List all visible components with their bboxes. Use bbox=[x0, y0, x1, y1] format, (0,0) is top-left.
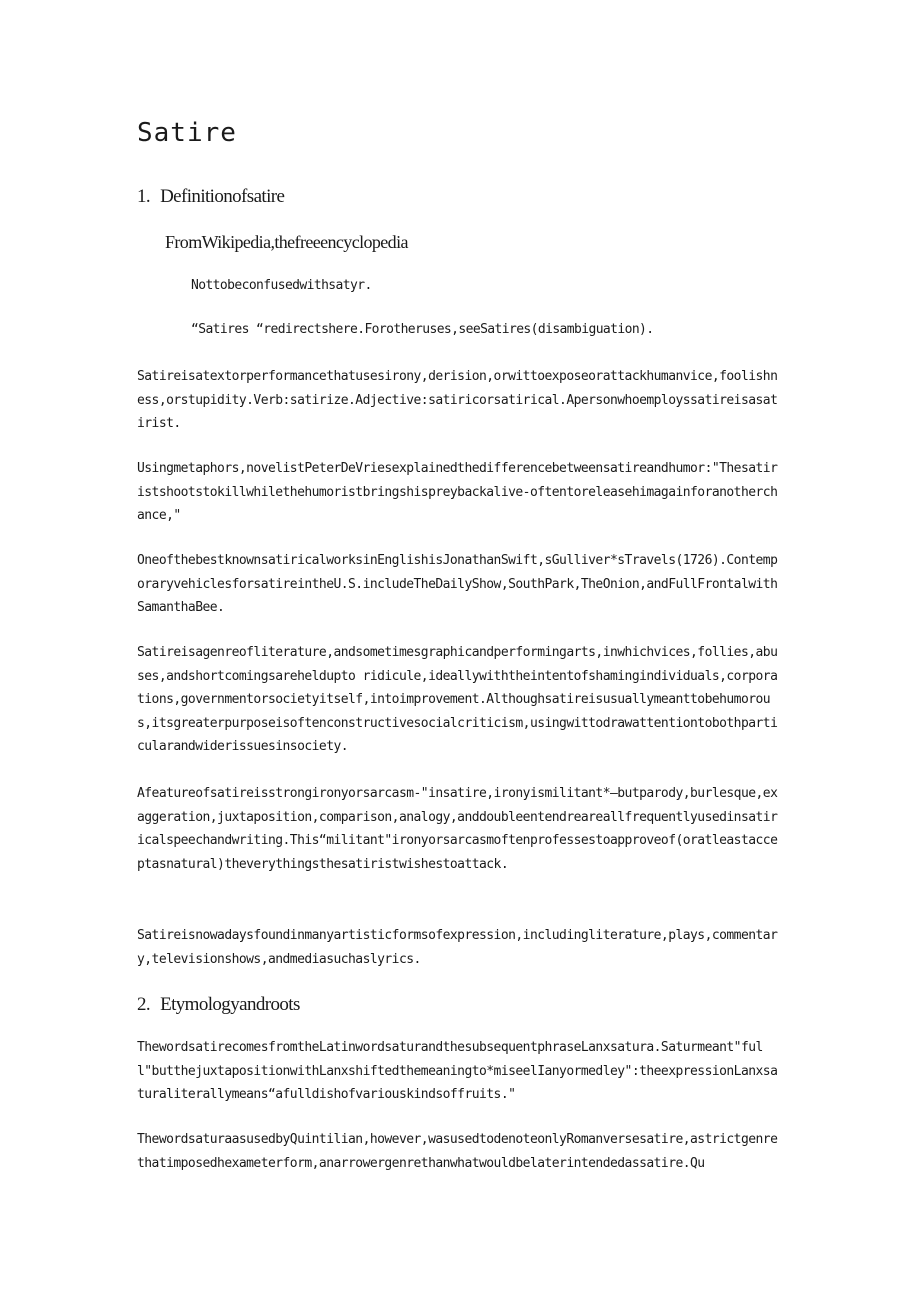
paragraph-best-known: OneofthebestknownsatiricalworksinEnglishisJonathanSwift,sGulliver*sTravels(1726).ContemporaryvehiclesforsatireintheU.S.includeTheDailyShow,SouthPark,TheOnion,andFullFrontalwithSamanthaBee. bbox=[137, 553, 778, 615]
paragraph-metaphors: Usingmetaphors,novelistPeterDeVriesexplainedthedifferencebetweensatireandhumor:"Thesatiristshootstokillwhilethehumoristbringshispreybackalive-oftentoreleasehimagainforanotherchance," bbox=[137, 461, 778, 523]
paragraph-feature: Afeatureofsatireisstrongironyorsarcasm-"insatire,ironyismilitant*—butparody,burlesque,exaggeration,juxtaposition,comparison,analogy,anddoubleentendreareallfrequentlyusedinsatiricalspeechandwriting.This“militant"ironyorsarcasmoftenprofessestoapproveof(oratleastacceptasnatural)theverythingsthesatiristwishestoattack. bbox=[137, 786, 778, 872]
paragraph-definition: Satireisatextorperformancethatusesirony,derision,orwittoexposeorattackhumanvice,foolishness,orstupidity.Verb:satirize.Adjective:satiricorsatirical.Apersonwhoemployssatireisasatirist. bbox=[137, 369, 778, 431]
source-line: FromWikipedia,thefreeencyclopedia bbox=[165, 232, 408, 252]
disambiguation-note: Nottobeconfusedwithsatyr. bbox=[191, 278, 372, 293]
paragraph-genre: Satireisagenreofliterature,andsometimesgraphicandperformingarts,inwhichvices,follies,abuses,andshortcomingsareheldupto ridicule,ideallywiththeintentofshamingindividuals,corporations,governmentorsocietyitself,intoimprovement.Althoughsatireisusuallymeanttobehumorous,itsgreaterpurposeisoftenconstructivesocialcriticism,usingwittodrawattentiontobothparticularandwiderissuesinsociety. bbox=[137, 645, 778, 754]
redirect-note: “Satires “redirectshere.Forotheruses,seeSatires(disambiguation). bbox=[191, 322, 654, 337]
section-heading-text: Etymologyandroots bbox=[160, 994, 300, 1015]
paragraph-word-origin: ThewordsatirecomesfromtheLatinwordsaturandthesubsequentphraseLanxsatura.Saturmeant"full"butthejuxtapositionwithLanxshiftedthemeaningto*miseelIanyormedley":theexpressionLanxsaturaliterallymeans“afulldishofvariouskindsoffruits." bbox=[137, 1040, 778, 1102]
section-heading-text: Definitionofsatire bbox=[160, 186, 285, 207]
paragraph-nowadays: Satireisnowadaysfoundinmanyartisticformsofexpression,includingliterature,plays,commentary,televisionshows,andmediasuchaslyrics. bbox=[137, 928, 778, 967]
section-number: 1. bbox=[137, 186, 151, 207]
section-heading-etymology bbox=[137, 994, 300, 1016]
document-title: Satire bbox=[137, 118, 237, 148]
section-number: 2. bbox=[137, 994, 151, 1015]
paragraph-quintilian: ThewordsaturaasusedbyQuintilian,however,wasusedtodenoteonlyRomanversesatire,astrictgenrethatimposedhexameterform,anarrowergenrethanwhatwouldbelaterintendedassatire.Qu bbox=[137, 1132, 778, 1171]
section-heading-definition bbox=[137, 186, 284, 208]
